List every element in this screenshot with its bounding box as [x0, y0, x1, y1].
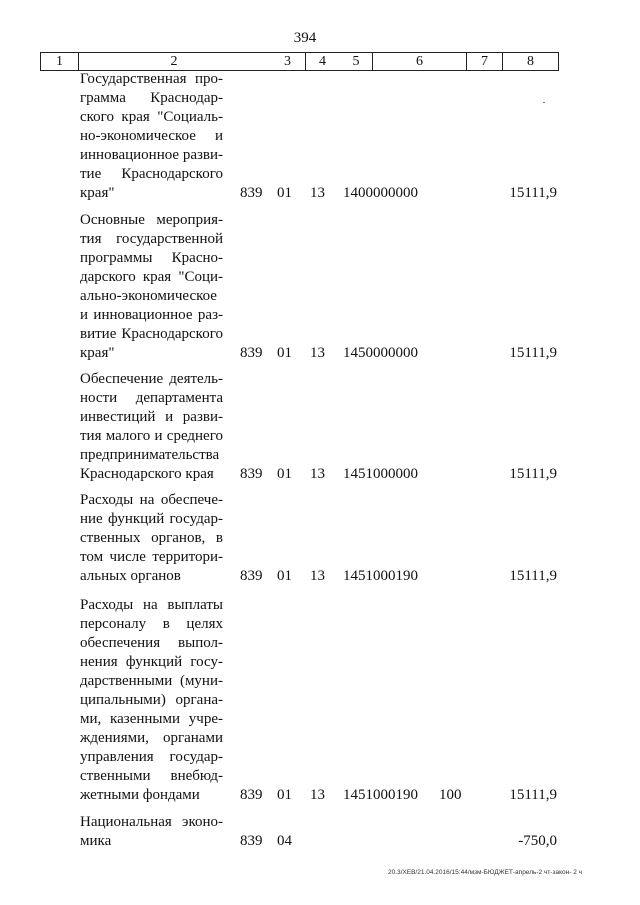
- row-col-6: 1451000190: [343, 568, 418, 584]
- row-description: Обеспечение деятель- ности департамента инвестиций и разви- тия малого и среднего предпринимательства Краснодарского края: [80, 371, 223, 482]
- row-col-3: 839: [240, 833, 263, 849]
- row-col-3: 839: [240, 787, 263, 803]
- row-col-4: 01: [277, 568, 292, 584]
- row-col-8: 15111,9: [509, 568, 557, 584]
- row-col-4: 04: [277, 833, 292, 849]
- header-col-2: 2: [78, 53, 269, 70]
- row-description: Расходы на обеспече- ние функций государ- ственных органов, в том числе территори- альных органов: [80, 492, 223, 584]
- header-col-3: 3: [269, 53, 305, 70]
- row-col-4: 01: [277, 787, 292, 803]
- row-col-3: 839: [240, 345, 263, 361]
- scan-speck: [543, 102, 545, 103]
- row-col-6: 1451000190: [343, 787, 418, 803]
- row-description: Национальная эконо- мика: [80, 814, 223, 849]
- row-col-5: 13: [310, 345, 325, 361]
- row-col-4: 01: [277, 466, 292, 482]
- row-description: Государственная про- грамма Краснодар- ского края "Социаль- но-экономическое и инновационное разви- тие Краснодарского края": [80, 71, 224, 201]
- header-col-7: 7: [466, 53, 502, 70]
- header-col-8: 8: [502, 53, 559, 70]
- row-col-8: 15111,9: [509, 185, 557, 201]
- header-col-1: 1: [40, 53, 78, 70]
- row-col-8: 15111,9: [509, 345, 557, 361]
- row-col-8: -750,0: [518, 833, 557, 849]
- row-col-8: 15111,9: [509, 787, 557, 803]
- row-col-7: 100: [439, 787, 462, 803]
- row-col-6: 1400000000: [343, 185, 418, 201]
- row-col-5: 13: [310, 185, 325, 201]
- row-col-6: 1451000000: [343, 466, 418, 482]
- document-footer: 20.3/ХЕВ/21.04.2016/15:44/мзм-БЮДЖЕТ-апрель-2 чт-закон- 2 ч: [387, 869, 582, 876]
- row-col-3: 839: [240, 466, 263, 482]
- row-col-6: 1450000000: [343, 345, 418, 361]
- row-col-3: 839: [240, 185, 263, 201]
- header-col-5: 5: [339, 53, 372, 70]
- row-col-5: 13: [310, 568, 325, 584]
- row-col-5: 13: [310, 466, 325, 482]
- row-col-5: 13: [310, 787, 325, 803]
- page-number: 394: [293, 30, 317, 46]
- row-col-3: 839: [240, 568, 263, 584]
- row-description: Расходы на выплаты персоналу в целях обеспечения выпол- нения функций госу- дарственными (муни- ципальными) органа- ми, казенными учре- ждениями, органами управления государ- ственными внебюд- жетными фондами: [80, 597, 223, 803]
- table-header-row: [40, 52, 559, 71]
- header-col-6: 6: [372, 53, 466, 70]
- row-col-4: 01: [277, 345, 292, 361]
- header-col-4: 4: [305, 53, 339, 70]
- row-col-8: 15111,9: [509, 466, 557, 482]
- row-col-4: 01: [277, 185, 292, 201]
- row-description: Основные мероприя- тия государственной программы Красно- дарского края "Соци- ально-экономическое и инновационное раз- витие Краснодарского края": [80, 212, 223, 361]
